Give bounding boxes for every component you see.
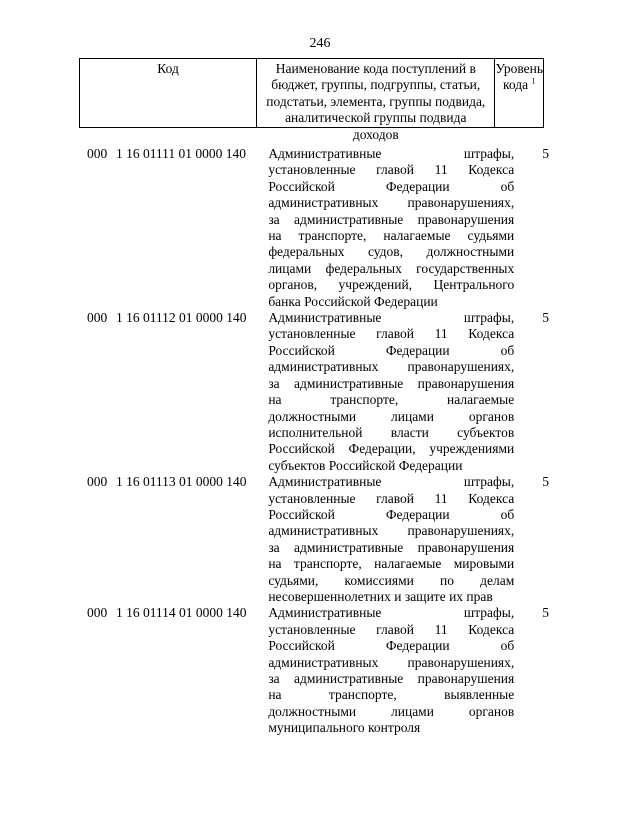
row-name-line: за административные правонарушения [268,375,515,391]
row-name-line: муниципального контроля [268,720,421,736]
row-name-line: административных правонарушениях, [268,523,515,539]
row-name-line: на транспорте, налагаемые мировыми [268,556,515,572]
row-name-line: Административные штрафы, [268,474,515,490]
row-name-line: Российской Федерации об [268,178,515,194]
table-row [79,146,549,310]
row-name [268,310,514,474]
row-name-line: Российской Федерации об [268,638,515,654]
row-name-line: Административные штрафы, [268,605,515,621]
row-name-line: Административные штрафы, [268,146,515,161]
header-name [257,59,495,142]
row-level: 5 [542,310,549,326]
row-name-line: за административные правонарушения [268,671,515,686]
row-name-line: установленные главой 11 Кодекса [268,162,515,178]
row-prefix: 000 [87,605,108,621]
row-code: 1 16 01113 01 0000 140 [115,474,247,490]
row-name-line: Российской Федерации об [268,342,515,358]
row-name-line: органов, учреждений, Центрального [268,277,515,293]
row-name-line: должностными лицами органов [268,703,515,719]
row-name-line: исполнительной власти субъектов [268,424,515,440]
row-name-line: за административные правонарушения [268,211,515,227]
row-name [268,474,514,605]
row-name [268,146,514,310]
row-prefix: 000 [87,474,108,490]
row-name [268,605,514,736]
row-code: 1 16 01114 01 0000 140 [115,605,247,621]
row-level: 5 [542,474,549,490]
row-prefix: 000 [87,146,108,161]
row-name-line: Административные штрафы, [268,310,515,326]
row-code: 1 16 01112 01 0000 140 [115,310,247,326]
table-row [79,474,549,605]
header-name-line: бюджет, группы, подгруппы, статьи, [271,77,481,93]
header-code: Код [80,59,257,127]
page-number: 246 [309,36,331,51]
row-name-line: банка Российской Федерации [268,293,438,309]
table-row [79,310,549,474]
table-body [79,146,549,737]
header-level-line: Уровень [495,61,543,76]
row-name-line: судьями, комиссиями по делам [268,572,515,588]
header-level-text: кода [502,77,529,93]
row-name-line: Российской Федерации об [268,506,515,522]
row-name-line: административных правонарушениях, [268,195,515,211]
row-name-line: лицами федеральных государственных [268,260,515,276]
footnote-marker: 1 [531,76,536,86]
header-name-line: подстатьи, элемента, группы подвида, [266,93,486,109]
table-row [79,605,549,736]
row-name-line: установленные главой 11 Кодекса [268,490,515,506]
header-level-line [495,77,543,93]
row-name-line: должностными лицами органов [268,408,515,424]
row-prefix: 000 [87,310,108,326]
row-name-line: за административные правонарушения [268,539,515,555]
row-name-line: федеральных судов, должностными [268,244,515,260]
row-name-line: на транспорте, налагаемые судьями [268,228,515,244]
row-name-line: административных правонарушениях, [268,654,515,670]
row-name-line: установленные главой 11 Кодекса [268,326,515,342]
row-name-line: на транспорте, налагаемые [268,392,515,408]
row-name-line: Российской Федерации, учреждениями [268,441,515,457]
header-level [495,59,543,127]
row-name-line: административных правонарушениях, [268,359,515,375]
row-name-line: на транспорте, выявленные [268,687,515,703]
row-name-line: несовершеннолетних и защите их прав [268,588,493,604]
header-name-line: аналитической группы подвида доходов [285,110,467,142]
table-header [79,58,544,142]
row-name-line: установленные главой 11 Кодекса [268,621,515,637]
header-name-line: Наименование кода поступлений в [275,61,476,76]
row-level: 5 [542,605,549,621]
row-code: 1 16 01111 01 0000 140 [115,146,247,161]
row-level: 5 [542,146,549,161]
row-name-line: субъектов Российской Федерации [268,457,463,473]
